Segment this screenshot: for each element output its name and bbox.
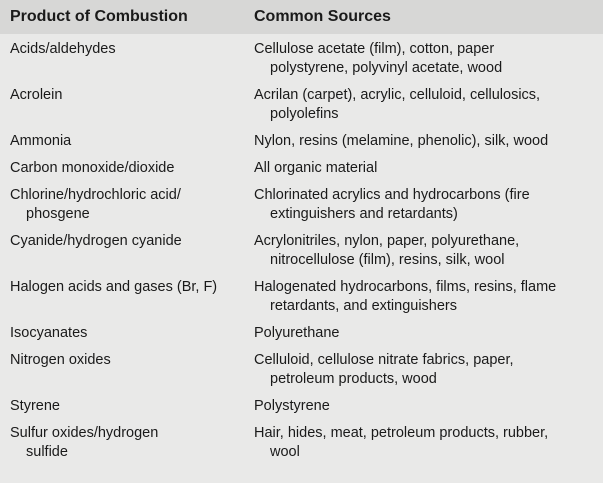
product-text: Nitrogen oxides <box>10 352 111 368</box>
sources-text: nitrocellulose (film), resins, silk, wool <box>270 252 505 268</box>
sources-text: Hair, hides, meat, petroleum products, rubber, <box>254 425 549 441</box>
product-text: Sulfur oxides/hydrogen <box>10 425 159 441</box>
cell-product <box>10 232 242 251</box>
cell-product <box>10 278 242 297</box>
header-sources: Common Sources <box>254 8 391 25</box>
cell-product <box>10 397 242 416</box>
product-text: Carbon monoxide/dioxide <box>10 160 175 176</box>
cell-product <box>10 132 242 151</box>
cell-sources <box>254 159 594 178</box>
sources-text: wool <box>270 444 300 460</box>
cell-sources <box>254 86 594 124</box>
cell-sources <box>254 324 594 343</box>
product-text: Styrene <box>10 398 60 414</box>
product-text: phosgene <box>26 206 90 222</box>
sources-text: Chlorinated acrylics and hydrocarbons (fire <box>254 187 530 203</box>
sources-text: polystyrene, polyvinyl acetate, wood <box>270 60 503 76</box>
cell-sources <box>254 186 594 224</box>
sources-text: Acrilan (carpet), acrylic, celluloid, cellulosics, <box>254 87 541 103</box>
sources-text: Nylon, resins (melamine, phenolic), silk, wood <box>254 133 549 149</box>
sources-text: retardants, and extinguishers <box>270 298 457 314</box>
cell-product <box>10 186 242 224</box>
sources-text: Cellulose acetate (film), cotton, paper <box>254 41 495 57</box>
cell-sources <box>254 351 594 389</box>
cell-product <box>10 86 242 105</box>
cell-sources <box>254 232 594 270</box>
cell-sources <box>254 424 594 462</box>
product-text: Acids/aldehydes <box>10 41 116 57</box>
table-body <box>0 34 603 483</box>
product-text: Cyanide/hydrogen cyanide <box>10 233 182 249</box>
sources-text: Acrylonitriles, nylon, paper, polyurethane, <box>254 233 520 249</box>
cell-product <box>10 324 242 343</box>
cell-sources <box>254 278 594 316</box>
sources-text: extinguishers and retardants) <box>270 206 458 222</box>
product-text: Chlorine/hydrochloric acid/ <box>10 187 181 203</box>
sources-text: Polyurethane <box>254 325 340 341</box>
sources-text: Polystyrene <box>254 398 330 414</box>
product-text: Halogen acids and gases (Br, F) <box>10 279 218 295</box>
sources-text: petroleum products, wood <box>270 371 437 387</box>
sources-text: All organic material <box>254 160 378 176</box>
product-text: Ammonia <box>10 133 72 149</box>
cell-product <box>10 351 242 370</box>
product-text: Acrolein <box>10 87 63 103</box>
cell-product <box>10 424 242 462</box>
sources-text: Halogenated hydrocarbons, films, resins, flame <box>254 279 557 295</box>
cell-sources <box>254 40 594 78</box>
cell-sources <box>254 397 594 416</box>
sources-text: Celluloid, cellulose nitrate fabrics, paper, <box>254 352 514 368</box>
cell-sources <box>254 132 594 151</box>
header-product: Product of Combustion <box>10 8 188 25</box>
product-text: Isocyanates <box>10 325 88 341</box>
table-header <box>0 0 603 34</box>
product-text: sulfide <box>26 444 68 460</box>
cell-product <box>10 40 242 59</box>
sources-text: polyolefins <box>270 106 339 122</box>
cell-product <box>10 159 242 178</box>
